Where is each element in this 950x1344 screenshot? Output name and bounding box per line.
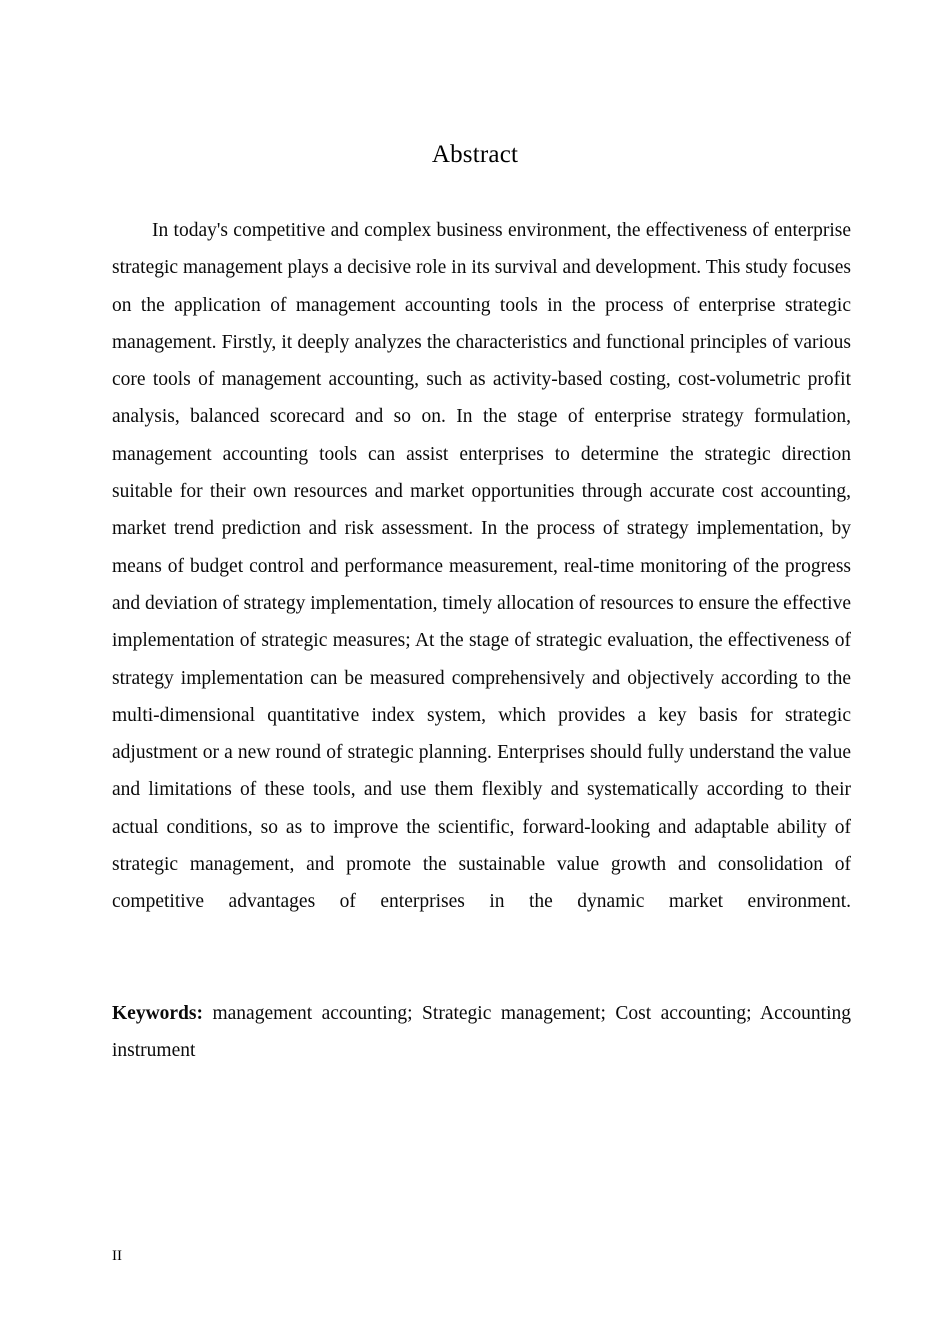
abstract-paragraph: In today's competitive and complex business environment, the effectiveness of enterprise strategic management plays a decisive role in its survival and development. This study focuses on the application of management accounting tools in the process of enterprise strategic management. Firstly, it deeply analyzes the characteristics and functional principles of various core tools of management accounting, such as activity-based costing, cost-volumetric profit analysis, balanced scorecard and so on. In the stage of enterprise strategy formulation, management accounting tools can assist enterprises to determine the strategic direction suitable for their own resources and market opportunities through accurate cost accounting, market trend prediction and risk assessment. In the process of strategy implementation, by means of budget control and performance measurement, real-time monitoring of the progress and deviation of strategy implementation, timely allocation of resources to ensure the effective implementation of strategic measures; At the stage of strategic evaluation, the effectiveness of strategy implementation can be measured comprehensively and objectively according to the multi-dimensional quantitative index system, which provides a key basis for strategic adjustment or a new round of strategic planning. Enterprises should fully understand the value and limitations of these tools, and use them flexibly and systematically according to their actual conditions, so as to improve the scientific, forward-looking and adaptable ability of strategic management, and promote the sustainable value growth and consolidation of competitive advantages of enterprises in the dynamic market environment.: [112, 220, 851, 913]
abstract-content: [112, 212, 851, 1107]
page-number: II: [112, 1248, 122, 1264]
keywords-value: management accounting; Strategic management; Cost accounting; Accounting instrument: [112, 1002, 851, 1062]
keywords-line: [112, 958, 851, 1107]
keywords-label: Keywords:: [112, 1002, 203, 1024]
page-title: Abstract: [431, 140, 519, 168]
